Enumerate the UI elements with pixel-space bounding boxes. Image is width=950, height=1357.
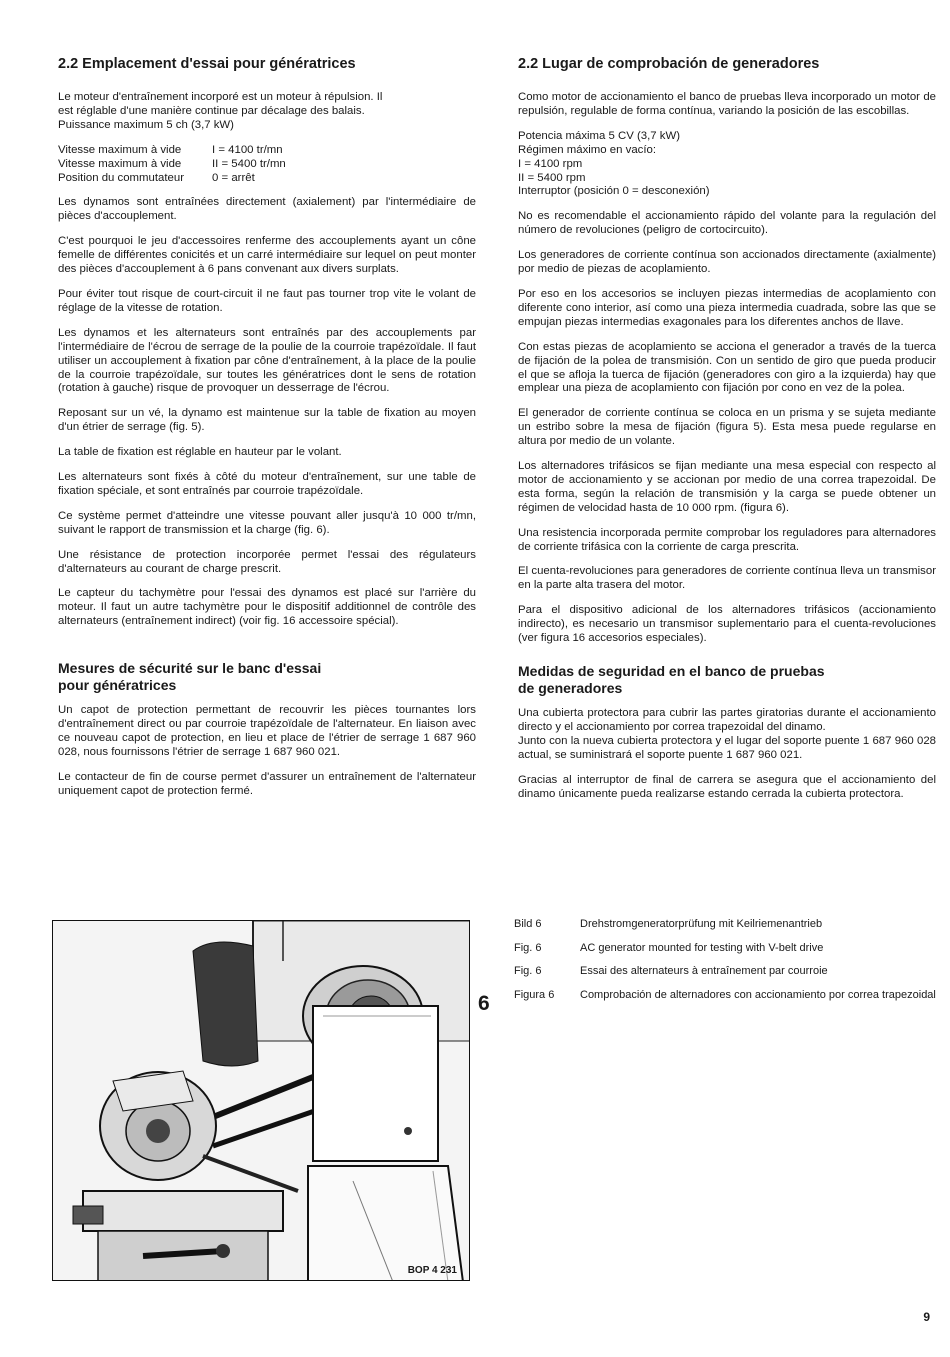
spanish-paragraph: Por eso en los accesorios se incluyen piezas intermedias de acoplamiento con diferente cono interior, así como una pieza intermedia cuadrada, sobre las que se empujan piezas intermedias exagonales para los diferentes anchos de llave. — [518, 287, 936, 328]
caption-text: AC generator mounted for testing with V-belt drive — [580, 941, 824, 954]
figure-number: 6 — [478, 992, 490, 1015]
french-intro-line: Le moteur d'entraînement incorporé est un moteur à répulsion. Il — [58, 91, 383, 103]
spec-row — [58, 172, 476, 186]
spanish-safety-title — [518, 663, 936, 697]
spec-key: Position du commutateur — [58, 171, 184, 184]
spanish-spec-line: Potencia máxima 5 CV (3,7 kW) — [518, 129, 681, 142]
french-safety-title-line: Mesures de sécurité sur le banc d'essai — [58, 660, 322, 677]
spec-row — [58, 158, 476, 172]
french-paragraph: Reposant sur un vé, la dynamo est maintenue sur la table de fixation au moyen d'un étrier de serrage (fig. 5). — [58, 407, 476, 434]
french-paragraph: C'est pourquoi le jeu d'accessoires renferme des accouplements ayant un cône femelle de différentes conicités et un carré intermédiaire sur lequel on peut monter des pièces d'accouplement à 6 pans convenant aux divers surplats. — [58, 235, 476, 276]
french-safety-title — [58, 660, 476, 694]
spanish-paragraph: Los alternadores trifásicos se fijan mediante una mesa especial con respecto al motor de accionamiento y se accionan por medio de una correa trapezoidal. De esta forma, según la relación de transmisión y la carga se puede obtener un régimen de velocidad hasta de 10 000 rpm. (figura 6). — [518, 460, 936, 514]
french-paragraph: Les dynamos sont entraînées directement (axialement) par l'intermédiaire de pièces d'accouplement. — [58, 196, 476, 223]
spanish-section-title: 2.2 Lugar de comprobación de generadores — [518, 56, 820, 72]
spanish-safety-title-line: Medidas de seguridad en el banco de pruebas — [518, 663, 825, 679]
caption-text: Drehstromgeneratorprüfung mit Keilriemenantrieb — [580, 918, 823, 930]
figure-captions — [514, 918, 936, 1012]
test-bench-illustration — [53, 921, 470, 1281]
caption-french — [514, 965, 936, 979]
french-safety-title-line: pour génératrices — [58, 677, 177, 694]
spanish-paragraph: Con estas piezas de acoplamiento se acciona el generador a través de la tuerca de fijación de la polea de transmisión. Con un sentido de giro que pueda producir el que se afloja la tuerca de fijación (generadores con giro a la izquierda) hay que emplear una pieza de acoplamiento con fijación por cono en vez de la polea. — [518, 340, 936, 395]
caption-spanish — [514, 989, 936, 1003]
caption-label: Figura 6 — [514, 988, 555, 1001]
figure-reference-code: BOP 4 231 — [407, 1265, 457, 1276]
spanish-spec-line: Régimen máximo en vacío: — [518, 143, 657, 156]
spacer — [58, 640, 476, 660]
spanish-safety-paragraph: Gracias al interruptor de final de carrera se asegura que el accionamiento del dinamo únicamente pueda realizarse estando cerrada la cubierta protectora. — [518, 773, 936, 800]
spec-value: 0 = arrêt — [212, 171, 255, 184]
french-column — [58, 56, 476, 810]
spanish-intro: Como motor de accionamiento el banco de pruebas lleva incorporado un motor de repulsión, regulable de forma contínua, variando la posición de las escobillas. — [518, 91, 936, 117]
spec-value: II = 5400 tr/mn — [212, 157, 286, 170]
spec-key: Vitesse maximum à vide — [58, 143, 182, 156]
spanish-paragraph: Para el dispositivo adicional de los alternadores trifásicos (accionamiento indirecto), es necesario un transmisor suplementario para el cuenta-revoluciones (ver figura 16 accesorios especiales). — [518, 604, 936, 645]
spanish-spec-line: II = 5400 rpm — [518, 171, 586, 184]
french-spec-table — [58, 144, 476, 186]
french-section-title: 2.2 Emplacement d'essai pour génératrices — [58, 56, 356, 72]
caption-german — [514, 918, 936, 932]
french-paragraph: Ce système permet d'atteindre une vitesse pouvant aller jusqu'à 10 000 tr/mn, suivant le rapport de transmission et la charge (fig. 6). — [58, 509, 476, 536]
french-intro-line: est réglable d'une manière continue par décalage des balais. — [58, 104, 365, 117]
caption-text: Essai des alternateurs à entraînement par courroie — [580, 965, 828, 977]
spanish-paragraph: Los generadores de corriente contínua son accionados directamente (axialmente) por medio de piezas de acoplamiento. — [518, 249, 936, 276]
figure-test-bench-photo — [52, 920, 470, 1281]
spanish-safety-sentence: Junto con la nueva cubierta protectora y el lugar del soporte puente 1 687 960 028 actual, se suministrará el soporte puente 1 687 960 021. — [518, 734, 936, 761]
french-paragraph: Pour éviter tout risque de court-circuit il ne faut pas tourner trop vite le volant de réglage de la vitesse de rotation. — [58, 287, 476, 314]
spec-value: I = 4100 tr/mn — [212, 143, 283, 156]
caption-label: Fig. 6 — [514, 941, 542, 954]
french-intro — [58, 91, 476, 133]
spanish-safety-paragraph — [518, 707, 936, 763]
spec-row — [58, 144, 476, 158]
spanish-column — [518, 56, 936, 812]
spanish-paragraph: El generador de corriente contínua se coloca en un prisma y se sujeta mediante un estribo sobre la mesa de fijación (figura 5). Esta mesa puede regularse en altura por medio de un volante. — [518, 407, 936, 448]
french-paragraph: La table de fixation est réglable en hauteur par le volant. — [58, 446, 342, 459]
french-paragraph: Une résistance de protection incorporée permet l'essai des régulateurs d'alternateurs au courant de charge prescrit. — [58, 548, 476, 575]
french-safety-paragraph: Le contacteur de fin de course permet d'assurer un entraînement de l'alternateur uniquement capot de protection fermé. — [58, 770, 476, 797]
spanish-safety-title-line: de generadores — [518, 680, 623, 696]
french-paragraph: Les dynamos et les alternateurs sont entraînés par des accouplements par l'intermédiaire de l'écrou de serrage de la poulie de la courroie trapézoïdale. Il faut utiliser un accouplement à fixation par cône d'entraînement, à la place de la poulie de la courroie trapézoïdale, sur toutes les génératrices dont le sens de rotation (rotation à gauche) risque de provoquer un desserrage de l'écrou. — [58, 326, 476, 395]
french-safety-paragraph: Un capot de protection permettant de recouvrir les pièces tournantes lors d'entraînement direct ou par courroie trapézoïdale de l'alternateur. En liaison avec ce nouveau capot de protection, en lieu et place de l'étrier de serrage 1 687 960 028, nous fournissons l'étrier de serrage 1 687 960 021. — [58, 704, 476, 758]
spanish-safety-sentence: Una cubierta protectora para cubrir las partes giratorias durante el accionamiento directo y el accionamiento por correa trapezoidal del dinamo. — [518, 707, 936, 733]
spec-key: Vitesse maximum à vide — [58, 157, 182, 170]
caption-english — [514, 942, 936, 956]
french-paragraph: Le capteur du tachymètre pour l'essai des dynamos est placé sur l'arrière du moteur. Il faut un autre tachymètre pour le dispositif additionnel de contrôle des alternateurs (entraînement indirect) (voir fig. 16 accessoire spécial). — [58, 587, 476, 628]
french-paragraph: Les alternateurs sont fixés à côté du moteur d'entraînement, sur une table de fixation spéciale, et sont entraînés par courroie trapézoïdale. — [58, 471, 476, 497]
spanish-spec-line: I = 4100 rpm — [518, 157, 583, 170]
caption-label: Bild 6 — [514, 918, 542, 930]
caption-label: Fig. 6 — [514, 965, 542, 977]
spanish-spec-block — [518, 130, 936, 200]
page-number: 9 — [923, 1310, 930, 1324]
french-intro-line: Puissance maximum 5 ch (3,7 kW) — [58, 118, 234, 131]
caption-text: Comprobación de alternadores con accionamiento por correa trapezoidal — [580, 988, 936, 1001]
spanish-spec-line: Interruptor (posición 0 = desconexión) — [518, 185, 710, 198]
spanish-paragraph: Una resistencia incorporada permite comprobar los reguladores para alternadores de corriente trifásica con la corriente de carga prescrita. — [518, 526, 936, 553]
spanish-paragraph: No es recomendable el accionamiento rápido del volante para la regulación del número de revoluciones (peligro de cortocircuito). — [518, 210, 936, 237]
spanish-paragraph: El cuenta-revoluciones para generadores de corriente contínua lleva un transmisor en la parte alta trasera del motor. — [518, 565, 936, 592]
